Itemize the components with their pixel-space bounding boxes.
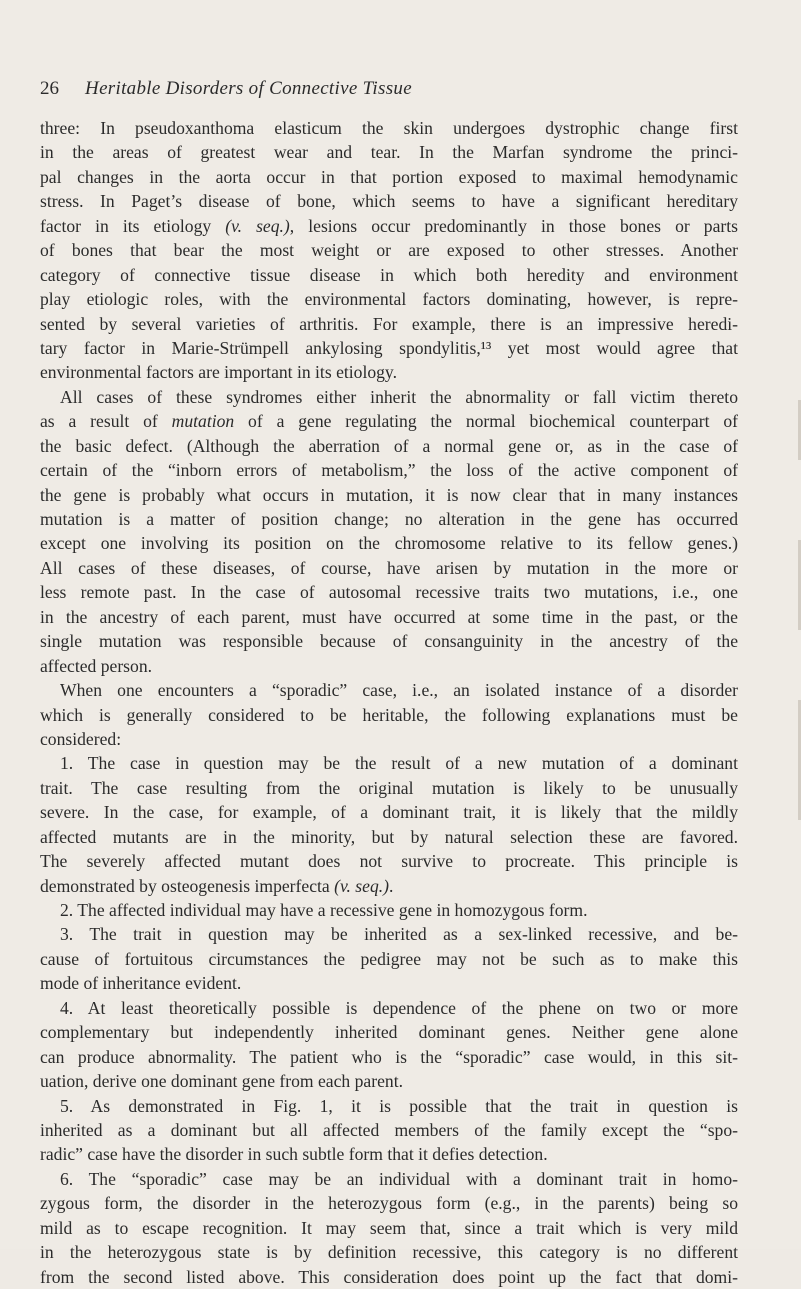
text-line: environmental factors are important in its etiology. — [40, 362, 397, 383]
text-line: certain of the “inborn errors of metabolism,” the loss of the active component of — [40, 460, 738, 481]
text-line: can produce abnormality. The patient who is the “sporadic” case would, in this sit- — [40, 1046, 738, 1067]
text-line: All cases of these diseases, of course, have arisen by mutation in the more or — [40, 557, 738, 578]
text-line: radic” case have the disorder in such subtle form that it defies detection. — [40, 1144, 548, 1165]
text-line: in the areas of greatest wear and tear. In the Marfan syndrome the princi- — [40, 142, 738, 163]
text-line: the gene is probably what occurs in mutation, it is now clear that in many instances — [40, 484, 738, 505]
page-number: 26 — [40, 78, 59, 99]
text-line: 4. At least theoretically possible is dependence of the phene on two or more — [60, 997, 738, 1018]
body-text — [40, 116, 738, 1289]
text-line: from the second listed above. This consideration does point up the fact that domi- — [40, 1266, 738, 1287]
text-line: uation, derive one dominant gene from each parent. — [40, 1071, 403, 1092]
text-line: mode of inheritance evident. — [40, 973, 242, 994]
text-line: which is generally considered to be heritable, the following explanations must be — [40, 704, 738, 725]
text-line: single mutation was responsible because of consanguinity in the ancestry of the — [40, 631, 738, 652]
text-line: sented by several varieties of arthritis. For example, there is an impressive heredi- — [40, 313, 738, 334]
text-line: The severely affected mutant does not survive to procreate. This principle is — [40, 851, 738, 872]
text-line: 5. As demonstrated in Fig. 1, it is possible that the trait in question is — [60, 1095, 738, 1116]
text-line: affected person. — [40, 655, 153, 676]
text-line: cause of fortuitous circumstances the pedigree may not be such as to make this — [40, 948, 738, 969]
text-line: of bones that bear the most weight or are exposed to other stresses. Another — [40, 240, 738, 261]
text-line: considered: — [40, 728, 122, 749]
book-title: Heritable Disorders of Connective Tissue — [85, 78, 412, 99]
text-line: mutation is a matter of position change; no alteration in the gene has occurred — [40, 509, 738, 529]
text-line: inherited as a dominant but all affected members of the family except the “spo- — [40, 1119, 738, 1140]
text-line: stress. In Paget’s disease of bone, which seems to have a significant hereditary — [40, 191, 738, 212]
text-line: factor in its etiology (v. seq.), lesions occur predominantly in those bones or parts — [40, 215, 738, 236]
text-line: 3. The trait in question may be inherited as a sex-linked recessive, and be- — [60, 924, 738, 945]
text-line: mild as to escape recognition. It may seem that, since a trait which is very mild — [40, 1217, 738, 1238]
text-line: as a result of mutation of a gene regulating the normal biochemical counterpart of — [40, 411, 738, 432]
text-line: 6. The “sporadic” case may be an individual with a dominant trait in homo- — [60, 1168, 738, 1189]
text-line: affected mutants are in the minority, but by natural selection these are favored. — [40, 826, 738, 847]
text-line: three: In pseudoxanthoma elasticum the skin undergoes dystrophic change first — [40, 118, 738, 138]
text-line: zygous form, the disorder in the heterozygous form (e.g., in the parents) being so — [40, 1193, 738, 1214]
text-line: play etiologic roles, with the environmental factors dominating, however, is repre- — [40, 289, 738, 310]
text-line: trait. The case resulting from the original mutation is likely to be unusually — [40, 777, 738, 798]
text-line: demonstrated by osteogenesis imperfecta (v. seq.). — [40, 875, 394, 896]
text-line: in the heterozygous state is by definition recessive, this category is no different — [40, 1242, 738, 1263]
text-line: 1. The case in question may be the result of a new mutation of a dominant — [60, 753, 738, 774]
text-line: 2. The affected individual may have a recessive gene in homozygous form. — [60, 900, 588, 920]
text-line: the basic defect. (Although the aberration of a normal gene or, as in the case of — [40, 435, 738, 456]
text-line: All cases of these syndromes either inherit the abnormality or fall victim thereto — [60, 386, 738, 407]
text-line: in the ancestry of each parent, must have occurred at some time in the past, or the — [40, 606, 738, 627]
text-line: pal changes in the aorta occur in that portion exposed to maximal hemodynamic — [40, 166, 738, 187]
text-line: tary factor in Marie-Strümpell ankylosing spondylitis,¹³ yet most would agree that — [40, 337, 738, 358]
text-line: complementary but independently inherited dominant genes. Neither gene alone — [40, 1022, 738, 1043]
text-line: When one encounters a “sporadic” case, i.e., an isolated instance of a disorder — [60, 680, 738, 701]
text-line: less remote past. In the case of autosomal recessive traits two mutations, i.e., one — [40, 582, 738, 603]
text-line: except one involving its position on the chromosome relative to its fellow genes.) — [40, 533, 738, 554]
running-head — [40, 76, 412, 101]
text-line: category of connective tissue disease in which both heredity and environment — [40, 264, 738, 285]
text-line: severe. In the case, for example, of a dominant trait, it is likely that the mildly — [40, 802, 738, 823]
